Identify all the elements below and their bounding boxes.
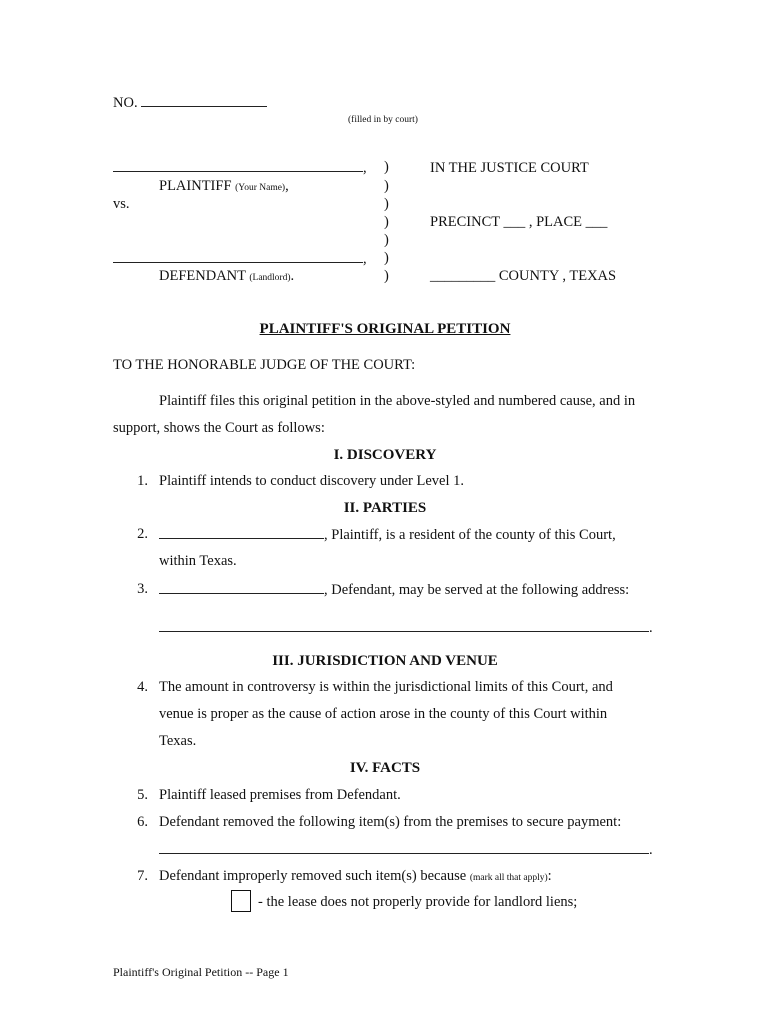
item-number: 7. [137, 868, 148, 884]
caption-paren: ) [384, 159, 389, 175]
caption-paren: ) [384, 214, 389, 230]
item-4-line-1: The amount in controversy is within the jurisdictional limits of this Court, and [159, 679, 613, 695]
defendant-note: (Landlord) [249, 273, 291, 283]
document-title: PLAINTIFF'S ORIGINAL PETITION [259, 321, 511, 337]
defendant-name-field[interactable] [159, 580, 324, 594]
item-number: 5. [137, 787, 148, 803]
item-number: 1. [137, 473, 148, 489]
plaintiff-label-line: PLAINTIFF (Your Name), [159, 178, 289, 194]
court-name: IN THE JUSTICE COURT [430, 160, 589, 176]
caption-paren: ) [384, 250, 389, 266]
item-number: 6. [137, 814, 148, 830]
items-removed-line: . [159, 840, 653, 859]
county-texas: _________ COUNTY , TEXAS [430, 268, 617, 284]
lease-lien-checkbox[interactable] [231, 890, 251, 912]
intro-line-2: support, shows the Court as follows: [113, 420, 325, 436]
item-3-line: , Defendant, may be served at the following address: [159, 580, 629, 599]
defendant-label-line: DEFENDANT (Landlord). [159, 268, 295, 284]
page-footer: Plaintiff's Original Petition -- Page 1 [113, 965, 289, 979]
plaintiff-note: (Your Name) [235, 183, 286, 193]
defendant-name-blank[interactable] [113, 249, 363, 263]
case-number-line [113, 93, 267, 112]
caption-paren: ) [384, 178, 389, 194]
plaintiff-name-blank[interactable] [113, 158, 363, 172]
plaintiff-label: PLAINTIFF [159, 178, 232, 194]
item-number: 3. [137, 581, 148, 597]
item-4-line-2: venue is proper as the cause of action arose in the county of this Court within [159, 706, 608, 722]
case-number-label: NO. [113, 95, 138, 111]
salutation: TO THE HONORABLE JUDGE OF THE COURT: [113, 357, 416, 373]
item-6-text: Defendant removed the following item(s) from the premises to secure payment: [159, 814, 622, 830]
section-jurisdiction-heading: III. JURISDICTION AND VENUE [272, 653, 498, 669]
item-2-line-2: within Texas. [159, 553, 237, 569]
filled-by-court-note: (filled in by court) [348, 115, 418, 125]
items-removed-field[interactable] [159, 840, 649, 854]
section-parties-heading: II. PARTIES [343, 500, 427, 516]
caption-paren: ) [384, 268, 389, 284]
address-field[interactable] [159, 618, 649, 632]
option-lease-liens: - the lease does not properly provide for landlord liens; [258, 894, 578, 910]
case-number-blank[interactable] [141, 93, 267, 107]
caption-paren: ) [384, 196, 389, 212]
item-2-line-1: , Plaintiff, is a resident of the county of this Court, [159, 525, 616, 544]
caption-paren: ) [384, 232, 389, 248]
defendant-label: DEFENDANT [159, 268, 246, 284]
section-facts-heading: IV. FACTS [349, 760, 421, 776]
item-number: 2. [137, 526, 148, 542]
address-line: . [159, 618, 653, 637]
plaintiff-name-field[interactable] [159, 525, 324, 539]
item-1-text: Plaintiff intends to conduct discovery under Level 1. [159, 473, 464, 489]
section-discovery-heading: I. DISCOVERY [333, 447, 437, 463]
item-5-text: Plaintiff leased premises from Defendant. [159, 787, 401, 803]
plaintiff-name-line: , [113, 158, 367, 177]
item-number: 4. [137, 679, 148, 695]
defendant-name-line: , [113, 249, 367, 268]
intro-line-1: Plaintiff files this original petition in the above-styled and numbered cause, and in [159, 393, 636, 409]
item-7-text: Defendant improperly removed such item(s) because [159, 868, 467, 884]
item-7-line: Defendant improperly removed such item(s) because (mark all that apply): [159, 868, 552, 884]
versus-label: vs. [113, 196, 130, 212]
mark-all-note: (mark all that apply) [469, 873, 548, 883]
item-4-line-3: Texas. [159, 733, 197, 749]
precinct-place: PRECINCT ___ , PLACE ___ [430, 214, 608, 230]
